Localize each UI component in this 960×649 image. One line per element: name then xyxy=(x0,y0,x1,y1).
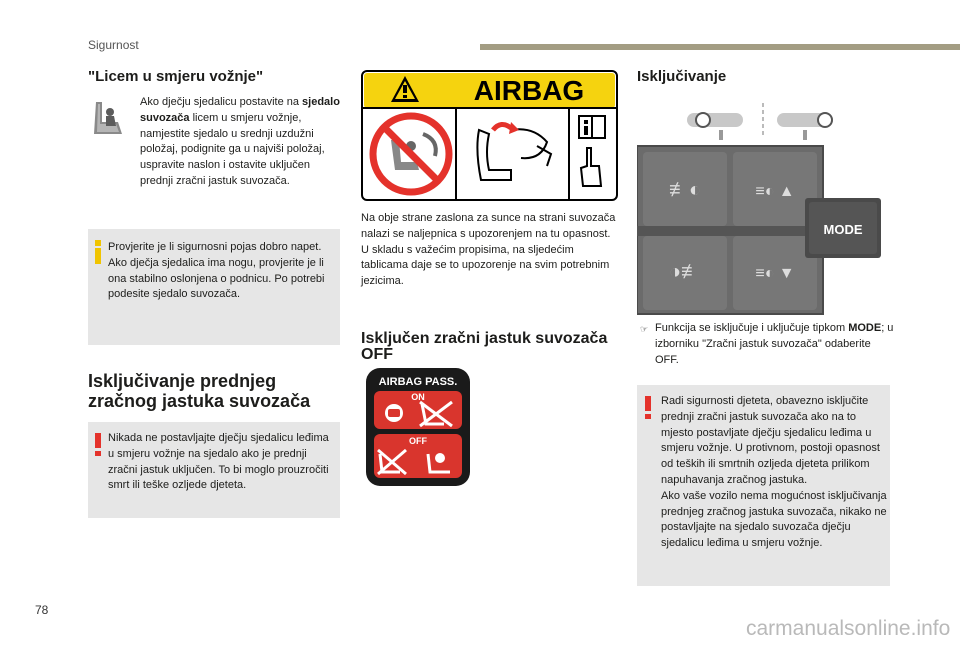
svg-text:≡◐ ▲: ≡◐ ▲ xyxy=(755,183,795,200)
svg-text:≡◐ ▼: ≡◐ ▼ xyxy=(755,265,795,282)
intro-text-part2: licem u smjeru vožnje, namjestite sjedalo u srednji uzdužni položaj, podignite ga u najviši položaj, uspravite naslon i ostavite uključen prednji zračni jastuk suvozača. xyxy=(140,111,325,187)
info-text: Provjerite je li sigurnosni pojas dobro napet. Ako dječja sjedalica ima nogu, provjerite je li ona stabilno oslonjena o podnicu. Po potrebi podesite sjedalo suvozača. xyxy=(108,241,325,301)
watermark: carmanualsonline.info xyxy=(746,617,951,640)
airbag-label-icon xyxy=(361,70,618,201)
svg-text:≢◐: ≢◐ xyxy=(668,179,702,201)
intro-text-bold: sjedalo suvozača xyxy=(140,96,340,124)
bullet-text-part2: ; u izborniku "Zračni jastuk suvozača" odaberite OFF. xyxy=(655,322,894,366)
child-seat-icon xyxy=(88,100,128,138)
heading-deactivation: Isključivanje prednjeg zračnog jastuka suvozača xyxy=(88,371,311,411)
pass-title: AIRBAG PASS. xyxy=(378,376,458,388)
warning-icon xyxy=(93,433,103,462)
page-number: 78 xyxy=(35,603,49,617)
intro-paragraph xyxy=(140,95,340,190)
info-icon xyxy=(93,240,103,270)
warning-text: Nikada ne postavljajte dječju sjedalicu leđima u smjeru vožnje na sjedalo ako je prednji zračni jastuk uključen. To bi moglo prouzročiti smrt ili teške ozljede djeteta. xyxy=(108,432,329,492)
airbag-pass-icon xyxy=(366,368,470,486)
sticker-text: Na obje strane zaslona za sunce na strani suvozača nalazi se naljepnica s upozorenjem na tu opasnost. U skladu s važećim propisima, na sljedećim tablicama daje se to upozorenje na svim potrebnim jezicima. xyxy=(361,212,616,288)
warning-icon-2 xyxy=(643,396,653,425)
pass-on-label: ON xyxy=(411,392,425,402)
bullet-icon: ☞ xyxy=(640,324,649,334)
heading-facing-forward: "Licem u smjeru vožnje" xyxy=(88,68,264,85)
bullet-paragraph xyxy=(655,321,895,368)
intro-text-part1: Ako dječju sjedalicu postavite na xyxy=(140,96,303,108)
heading-switching-off: Isključivanje xyxy=(637,68,727,85)
warning-text-2: Radi sigurnosti djeteta, obavezno isključite prednji zračni jastuk suvozača ako na to mjesto postavljate dječju sjedalicu leđima u smjeru vožnje. U protivnom, postoji opasnost od teških ili smrtnih ozljeda djeteta prilikom napuhavanja zračnog jastuka. Ako vaše vozilo nema mogućnost isključivanja prednjeg zračnog jastuka suvozača, nikako ne postavljajte na sjedalo suvozača dječju sjedalicu leđima u smjeru vožnje. xyxy=(661,395,887,550)
mode-button-label: MODE xyxy=(823,222,863,237)
dashboard-switch-icon xyxy=(637,98,885,316)
airbag-label-text: AIRBAG xyxy=(473,75,585,106)
heading-airbag-off: Isključen zračni jastuk suvozača OFF xyxy=(361,330,608,363)
bullet-text-bold: MODE xyxy=(848,322,882,334)
header-bar xyxy=(480,44,960,50)
pass-off-label: OFF xyxy=(409,436,427,446)
svg-text:◑≢: ◑≢ xyxy=(668,261,702,283)
bullet-text-part1: Funkcija se isključuje i uključuje tipkom xyxy=(655,322,849,334)
section-title: Sigurnost xyxy=(88,38,139,52)
